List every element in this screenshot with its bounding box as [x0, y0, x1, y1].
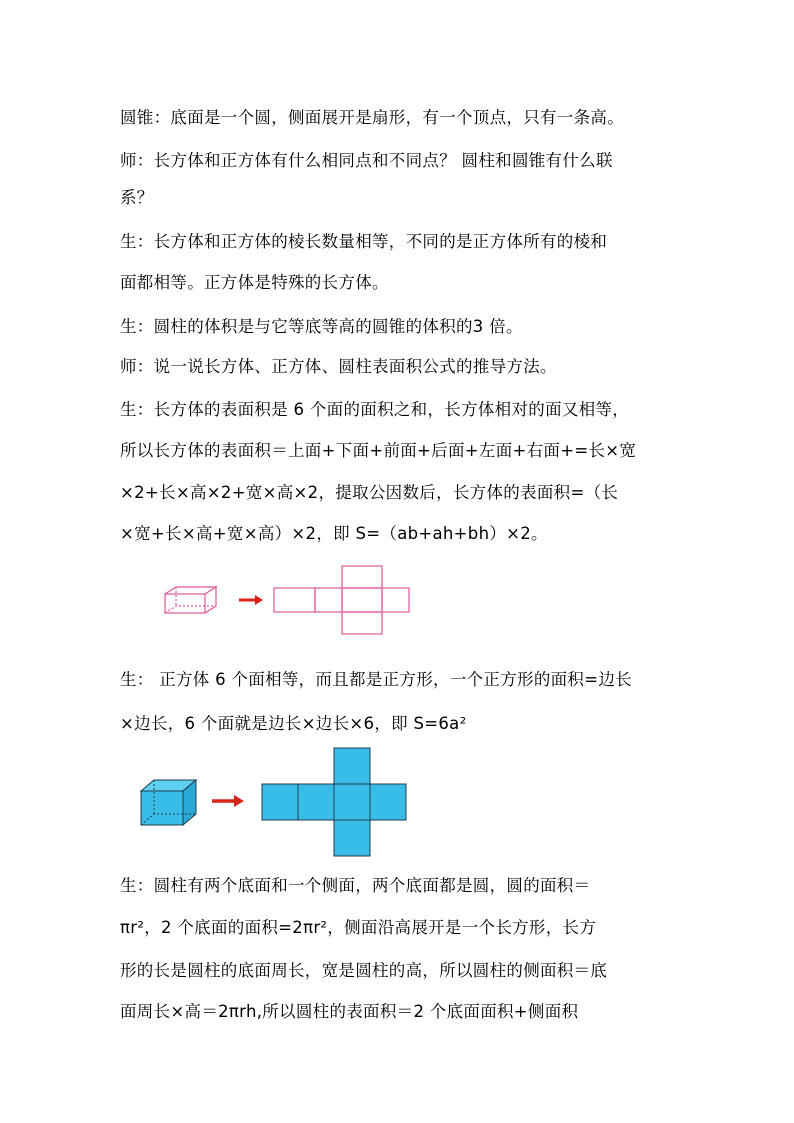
arrow-icon: [212, 795, 244, 807]
text-line: 师：长方体和正方体有什么相同点和不同点？ 圆柱和圆锥有什么联: [120, 151, 613, 170]
text-line: 形的长是圆柱的底面周长，宽是圆柱的高，所以圆柱的侧面积＝底: [120, 961, 608, 980]
text-line: 系？: [120, 188, 154, 207]
text-line: 所以长方体的表面积＝上面+下面+前面+后面+左面+右面+=长×宽: [120, 441, 637, 460]
text-line: 生：圆柱的体积是与它等底等高的圆锥的体积的3 倍。: [120, 317, 523, 336]
cube-drawing: [141, 780, 196, 825]
cuboid-net: [274, 566, 409, 634]
cube-net-figure: [138, 746, 410, 858]
text-line: ×宽+长×高+宽×高）×2，即 S=（ab+ah+bh）×2。: [120, 524, 548, 543]
text-line: 生：长方体的表面积是 6 个面的面积之和，长方体相对的面又相等，: [120, 400, 630, 419]
cuboid-drawing: [165, 587, 216, 613]
text-line: 圆锥：底面是一个圆，侧面展开是扇形，有一个顶点，只有一条高。: [120, 108, 624, 127]
text-line: 生： 正方体 6 个面相等，而且都是正方形，一个正方形的面积=边长: [120, 670, 632, 689]
text-line: 面都相等。正方体是特殊的长方体。: [120, 273, 389, 292]
text-line: πr²，2 个底面的面积=2πr²，侧面沿高展开是一个长方形，长方: [120, 918, 597, 937]
text-line: 面周长×高＝2πrh,所以圆柱的表面积＝2 个底面面积+侧面积: [120, 1002, 579, 1021]
cuboid-net-figure: [160, 563, 420, 639]
cube-net: [262, 748, 406, 856]
text-line: 生：圆柱有两个底面和一个侧面，两个底面都是圆，圆的面积＝: [120, 876, 591, 895]
text-line: ×2+长×高×2+宽×高×2，提取公因数后，长方体的表面积=（长: [120, 483, 619, 502]
text-line: 师：说一说长方体、正方体、圆柱表面积公式的推导方法。: [120, 357, 557, 376]
arrow-icon: [239, 595, 263, 605]
text-line: ×边长，6 个面就是边长×边长×6，即 S=6a²: [120, 714, 467, 733]
text-line: 生：长方体和正方体的棱长数量相等，不同的是正方体所有的棱和: [120, 232, 608, 251]
